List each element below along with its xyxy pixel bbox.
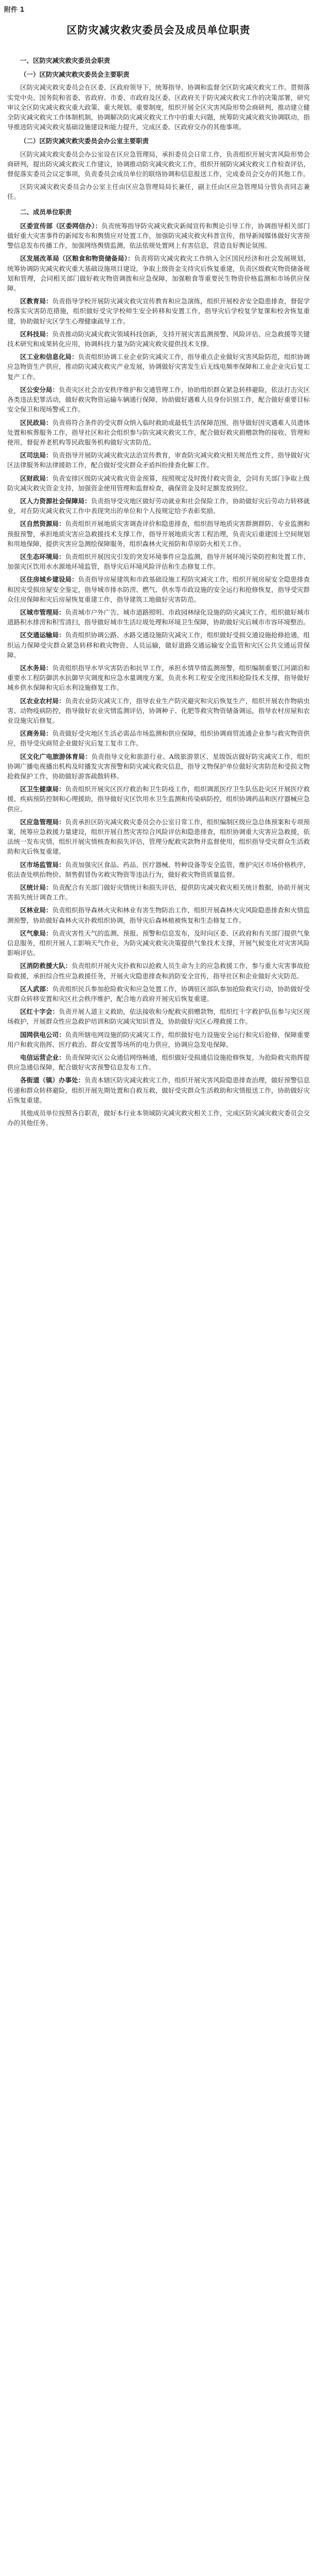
- duty-paragraph: [7, 418, 310, 448]
- duty-text: 负责承担区防灾减灾救灾委员会办公室日常工作，组织编制区级应急总体预案和专项预案，统筹应急救援力量建设，组织开展自然灾害综合风险评估和隐患排查，组织协调重大灾害应急救援，依法统一发布灾情，组织开展灾情核查和损失评估，管理分配救灾款物并监督使用，组织指导受灾群众生活救助和灾后恢复重建。: [7, 818, 310, 856]
- duty-paragraph: [7, 1053, 310, 1072]
- duty-paragraph: [7, 519, 310, 549]
- unit-name: 区统计局：: [20, 884, 52, 892]
- unit-name: 区市场监管局：: [20, 860, 65, 869]
- unit-name: 区农业农村局：: [20, 697, 65, 705]
- duty-text: 负责指导开展防灾减灾救灾法治宣传教育，审查防灾减灾救灾相关规范性文件，指导做好灾区法律服务和法律援助工作，配合做好受灾群众矛盾纠纷排查化解工作。: [7, 451, 310, 469]
- duty-paragraph: [7, 450, 310, 470]
- duty-text: 负责指导房屋建筑和市政基础设施工程防灾减灾工作，组织开展房屋安全隐患排查和因灾受损房屋安全鉴定，指导城市排水防涝、燃气、供水等市政设施的安全运行和抢修恢复，指导受灾群众住房保障和灾后房屋恢复重建工作，指导建筑工地做好灾害防范。: [7, 575, 310, 603]
- unit-name: 区委宣传部（区委网信办）：: [20, 222, 102, 230]
- duty-text: 负责指导文化和旅游行业、A级旅游景区、星级饭店做好防灾减灾工作，组织协调广播电视播出机构及时播发灾害预警和防灾减灾救灾信息，指导文物保护单位做好灾害防范和受损文物抢救保护工作，协助做好游客疏散转移。: [7, 752, 310, 780]
- unit-name: 区人武部：: [20, 985, 52, 993]
- duty-paragraph: [7, 817, 310, 857]
- duty-text: 负责组织指导森林火灾和林业有害生物防治工作，组织开展森林火灾风险隐患排查和火情监测预警，协助做好森林火灾扑救组织协调，指导灾后森林植被恢复和生态修复工作。: [7, 906, 310, 924]
- duty-text: 负责推动防灾减灾救灾领域科技创新，支持开展灾害监测预警、风险评估、应急救援等关键技术研究和成果转化应用，协调科技力量为防灾减灾救灾提供技术支撑。: [7, 330, 310, 348]
- duty-text: 负责将防灾减灾救灾工作纳入全区国民经济和社会发展规划，统筹协调防灾减灾救灾重大基础设施项目建设，争取上级资金支持灾后恢复重建，负责区级救灾物资储备规划和管理，会同相关部门做好救灾物资调拨和应急保障，加强粮食等重要民生物资价格监测和市场供应保障。: [7, 255, 310, 293]
- unit-name: 区司法局：: [20, 451, 52, 460]
- unit-name: 区生态环境局：: [20, 552, 65, 561]
- duty-text: 负责本辖区防灾减灾救灾工作，组织开展灾害风险隐患排查治理，做好预警信息传递和群众转移避险，组织开展先期处置和自救互救，做好受灾群众生活救助和灾情报送工作，协助做好灾后恢复重建。: [7, 1076, 310, 1104]
- duty-text: 负责做好受灾地区生活必需品市场监测和供应保障，组织协调商贸流通企业参与救灾物资供应，指导受灾商贸企业做好灾后复工复市工作。: [7, 730, 310, 748]
- unit-name: 区民政局：: [20, 418, 52, 427]
- unit-name: 区工业和信息化局：: [20, 353, 78, 361]
- duty-text: 负责灾区社会治安秩序维护和交通管理工作，协助组织群众紧急转移避险，依法打击灾区各类违法犯罪活动，做好救灾物资运输车辆通行保障，协助做好遇难人员身份识别工作，配合做好重要目标安全保卫和现场警戒工作。: [7, 385, 310, 414]
- unit-name: 区教育局：: [20, 297, 52, 306]
- duty-paragraph: [7, 82, 310, 132]
- duty-text: 负责将符合条件的受灾群众纳入临时救助或最低生活保障范围，指导做好因灾遇难人员遗体处置和殡葬服务工作，指导社区和社会组织参与防灾减灾救灾工作，配合做好救灾捐赠款物的接收、管理和使用，督促养老机构等民政服务机构做好灾害防范。: [7, 418, 310, 446]
- duty-text: 负责城市户外广告、城市道路照明、市政园林绿化设施的防灾减灾工作，组织做好城市道路积水排涝和积雪清扫，指导做好城市生活垃圾处理和环境卫生保障，协助做好灾后城市市容环境整治。: [7, 608, 310, 626]
- duty-text: 负责统筹指导防灾减灾救灾新闻宣传和舆论引导工作，协调指导相关部门做好重大灾害事件的新闻发布和舆情应对处置工作，加强防灾减灾救灾科普宣传，指导新闻媒体做好灾害预警信息发布传播工作，加强网络舆情监测，依法依规处置网上有害信息，营造良好舆论氛围。: [7, 222, 310, 250]
- duty-paragraph: [7, 784, 310, 814]
- duty-paragraph: [7, 696, 310, 726]
- duty-text: 负责组织指导水旱灾害防治和抗旱工作，承担水情旱情监测预警，组织编制重要江河湖泊和重要水工程防御洪水抗御旱灾调度和应急水量调度方案，负责水利工程安全度汛和抢险技术支撑，指导做好城乡供水保障和灾后水利设施修复工作。: [7, 664, 310, 692]
- duty-paragraph: [7, 574, 310, 604]
- unit-name: 国网供电公司：: [20, 1030, 65, 1039]
- duty-text: 负责组织协调公路、水路交通设施防灾减灾工作，组织做好受损交通设施抢修抢通，组织运力保障受灾群众紧急转移和救灾物资、人员运输，做好道路交通运输安全监管和灾区公共交通运营保障。: [7, 631, 310, 659]
- duty-paragraph: [7, 473, 310, 493]
- duty-paragraph: [7, 728, 310, 748]
- unit-name: 区应急管理局：: [20, 818, 65, 826]
- duty-text: 负责开展人道主义救助，依法接收和分配救灾捐赠款物，组织红十字救护队伍参与灾区现场救护，开展群众性应急救护培训和防灾减灾知识普及，协助做好灾区心理救援工作。: [7, 1008, 310, 1026]
- duty-paragraph: [7, 253, 310, 293]
- duty-paragraph: [7, 883, 310, 902]
- duty-text: 负责保障灾区公众通信网络畅通，组织做好受损通信设施抢修恢复，为抢险救灾指挥提供应急通信保障，配合做好灾害预警信息发布工作。: [7, 1054, 310, 1072]
- duty-text: 负责配合有关部门做好灾情统计和损失评估，提供防灾减灾救灾相关统计数据，协助开展灾害损失统计调查工作。: [7, 884, 310, 902]
- duty-paragraph: [7, 496, 310, 516]
- duty-paragraph: [7, 663, 310, 693]
- unit-name: 区公安分局：: [20, 385, 59, 394]
- duty-paragraph: [7, 984, 310, 1004]
- unit-name: 区卫生健康局：: [20, 785, 65, 793]
- document-title: 区防灾减灾救灾委员会及成员单位职责: [66, 24, 251, 36]
- section-heading: 二、成员单位职责: [20, 208, 72, 216]
- duty-text: 负责指导学校开展防灾减灾救灾宣传教育和应急演练，组织开展校舍安全隐患排查，督促学校落实灾害防范措施，组织做好受灾学校师生安全转移和安置工作，指导灾后学校复学复课和校舍恢复重建，协助做好灾区学生心理健康疏导工作。: [7, 297, 310, 325]
- duty-paragraph: [7, 182, 310, 201]
- duty-paragraph: [7, 860, 310, 879]
- unit-name: 区住房城乡建设局：: [20, 575, 78, 584]
- duty-paragraph: [7, 630, 310, 660]
- duty-paragraph: [7, 1007, 310, 1026]
- unit-name: 区消防救援大队：: [20, 962, 72, 970]
- attachment-label: 附件 1: [4, 6, 25, 14]
- duty-text: 负责组织开展地质灾害调查评价和隐患排查，组织指导地质灾害群测群防、专业监测和预报预警，承担地质灾害应急救援技术支撑工作，指导开展地质灾害工程治理，负责灾后重建国土空间规划和用地保障，提供灾害应急测绘保障服务，组织森林火灾预防和草原防火相关工作。: [7, 520, 310, 548]
- unit-name: 区自然资源局：: [20, 520, 65, 528]
- subsection-heading: （二）区防灾减灾救灾委员会办公室主要职责: [20, 137, 149, 145]
- duty-text: 区防灾减灾救灾委员会办公室设在区应急管理局，承担委员会日常工作，负责组织开展灾害风险形势会商研判，提出防灾减灾救灾工作建议，协调推动防灾减灾救灾工作，组织开展防灾减灾救灾工作检查评估，督促落实委员会议定事项，负责委员会成员单位的联络协调和信息报送工作，完成委员会交办的其他工作。: [7, 150, 310, 178]
- unit-name: 区林业局：: [20, 906, 52, 914]
- duty-paragraph: [7, 607, 310, 627]
- duty-text: 其他成员单位按照各自职责，做好本行业本领域防灾减灾救灾相关工作，完成区防灾减灾救灾委员会交办的其他任务。: [7, 1109, 310, 1127]
- duty-paragraph: [7, 1108, 310, 1128]
- subsection-heading: （一）区防灾减灾救灾委员会主要职责: [20, 71, 130, 79]
- duty-text: 负责组织开展灾区医疗救治和卫生防疫工作，组织调派医疗卫生队伍赴灾区开展医疗救援、疾病预防控制和心理援助，指导做好灾区饮用水卫生监测和传染病防控，组织协调药品和医疗器械应急供应。: [7, 785, 310, 813]
- duty-text: 负责加强灾区食品、药品、医疗器械、特种设备等安全监管，维护灾区市场价格秩序，依法查处哄抬物价、制售假冒伪劣救灾物资等违法行为，做好救灾物资质量监督。: [7, 860, 310, 878]
- duty-text: 负责安排区级防灾减灾救灾资金预算，按照规定及时拨付救灾资金，会同有关部门争取上级防灾减灾救灾资金支持，加强资金使用管理和监督检查，确保资金及时足额发放到位。: [7, 474, 310, 492]
- document-body: [7, 50, 310, 1131]
- duty-paragraph: [7, 149, 310, 179]
- unit-name: 各街道（镇）办事处：: [20, 1076, 85, 1084]
- duty-paragraph: [7, 905, 310, 925]
- unit-name: 区商务局：: [20, 730, 52, 738]
- unit-name: 电信运营企业：: [20, 1054, 65, 1062]
- duty-paragraph: [7, 1075, 310, 1105]
- unit-name: 区气象局：: [20, 929, 52, 937]
- duty-paragraph: [7, 352, 310, 382]
- unit-name: 区水务局：: [20, 664, 52, 672]
- duty-text: 负责组织民兵参加抢险救灾和应急处置工作，协调驻区部队参加抢险救灾行动，协助做好受灾群众转移安置和灾区社会秩序维护，配合地方政府开展灾后恢复重建。: [7, 985, 310, 1003]
- unit-name: 区城市管理局：: [20, 608, 65, 616]
- duty-paragraph: [7, 385, 310, 415]
- duty-paragraph: [7, 1030, 310, 1049]
- duty-text: 区防灾减灾救灾委员会办公室主任由区应急管理局局长兼任，副主任由区应急管理局分管负责同志兼任。: [7, 183, 310, 201]
- duty-text: 负责农业防灾减灾工作，指导农业生产防灾避灾和灾后恢复生产，组织开展农作物病虫害、动物疫病防控，指导做好农业灾情监测评估，协调种子、化肥等救灾物资储备调运，指导农村房屋和农业设施灾后修复。: [7, 697, 310, 724]
- duty-text: 负责所辖电网设施的防灾减灾工作，组织做好电力设施安全运行和灾后抢修，保障重要用户和救灾指挥、医疗救治、群众安置等场所的电力供应，协调应急发电保障。: [7, 1030, 310, 1048]
- duty-paragraph: [7, 552, 310, 571]
- unit-name: 区发展改革局（区粮食和物资储备局）：: [20, 255, 134, 263]
- unit-name: 区科技局：: [20, 330, 52, 338]
- unit-name: 区财政局：: [20, 474, 52, 482]
- unit-name: 区文化广电旅游体育局：: [20, 752, 92, 760]
- duty-text: 负责灾害性天气的监测、预报、预警和信息发布，及时向区委、区政府和有关部门提供气象信息服务，组织开展人工影响天气作业，为防灾减灾救灾决策提供气象技术支撑，开展气候变化对灾害风险影响评估。: [7, 929, 310, 957]
- duty-text: 负责组织协调工业企业防灾减灾工作，指导重点企业做好灾害风险防范，组织协调应急物资生产供应，推动防灾减灾救灾产业发展，协调做好灾害发生后无线电频率保障和工业企业灾后复工复产工作。: [7, 353, 310, 381]
- duty-text: 负责组织开展因灾引发的突发环境事件应急监测，指导开展环境污染防控和处置工作，加强灾区饮用水水源地环境监管，指导灾后环境风险评估和生态修复工作。: [7, 552, 310, 571]
- unit-name: 区红十字会：: [20, 1008, 59, 1016]
- duty-paragraph: [7, 296, 310, 326]
- section-heading: 一、区防灾减灾救灾委员会职责: [20, 57, 111, 64]
- duty-paragraph: [7, 752, 310, 782]
- duty-paragraph: [7, 221, 310, 251]
- duty-paragraph: [7, 961, 310, 980]
- duty-text: 负责指导受灾地区做好劳动就业和社会保险工作，协助做好灾后劳动力转移就业，对在防灾减灾救灾工作中表现突出的单位和个人按规定给予表彰奖励。: [7, 497, 310, 515]
- duty-paragraph: [7, 329, 310, 349]
- duty-paragraph: [7, 928, 310, 958]
- duty-text: 负责组织开展火灾扑救和以抢救人员生命为主的应急救援工作，参与重大灾害事故抢险救援，承担综合性应急救援任务，开展火灾隐患排查和消防安全宣传，指导社区和企业做好火灾防范。: [7, 962, 310, 980]
- unit-name: 区交通运输局：: [20, 631, 65, 639]
- duty-text: 区防灾减灾救灾委员会在区委、区政府领导下，统筹指导、协调和监督全区防灾减灾救灾工作。贯彻落实党中央、国务院和省委、省政府、市委、市政府及区委、区政府关于防灾减灾救灾工作的决策部署，研究审议全区防灾减灾救灾重大政策、重大规划、重要制度，组织开展全区灾害风险形势会商研判，推动建立健全防灾减灾救灾工作体制机制，协调解决防灾减灾救灾工作中的重大问题，统筹防灾减灾救灾协调联动，指导推进防灾减灾救灾基础设施建设和能力提升，完成区委、区政府交办的其他事项。: [7, 83, 310, 131]
- unit-name: 区人力资源社会保障局：: [20, 497, 91, 505]
